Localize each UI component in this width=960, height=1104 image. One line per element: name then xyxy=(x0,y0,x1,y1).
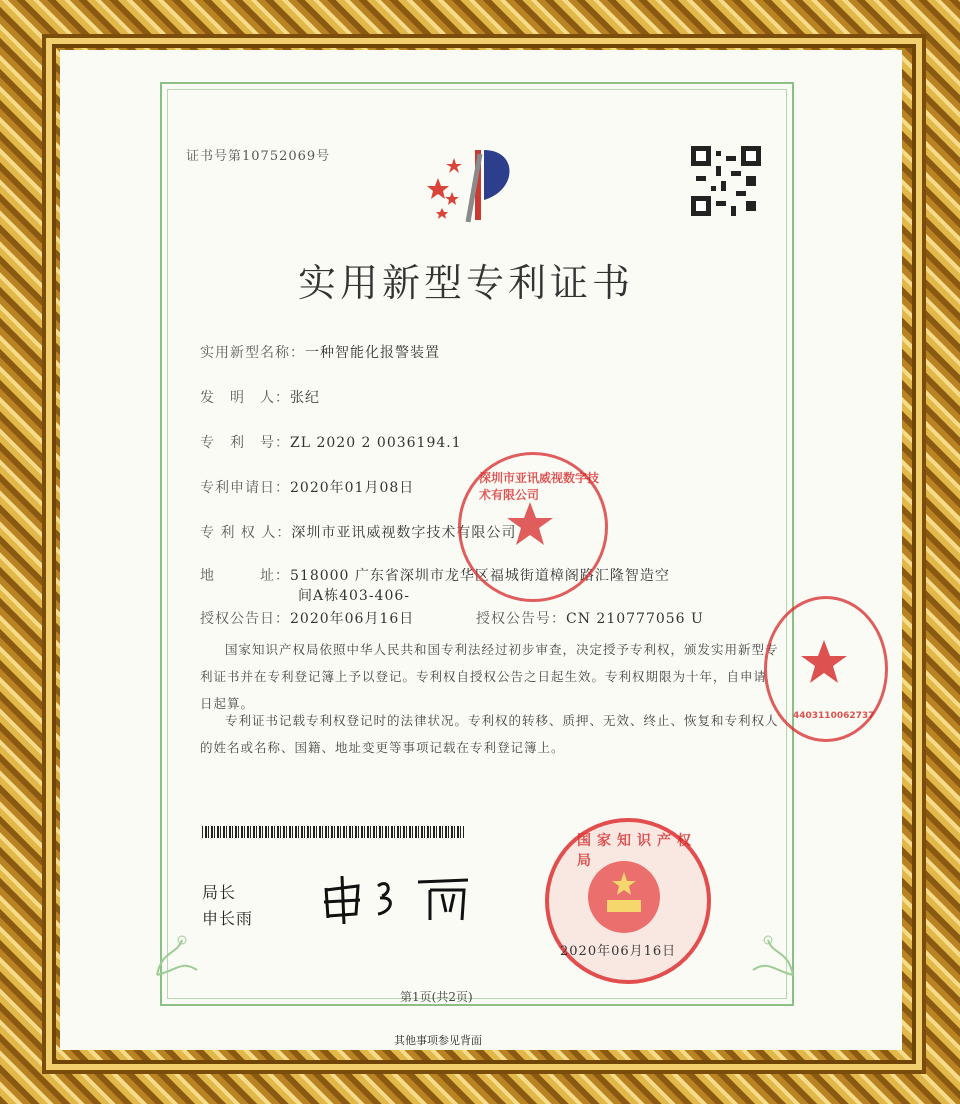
director-title: 局长 xyxy=(202,883,237,902)
issue-date: 2020年06月16日 xyxy=(560,944,677,959)
company-stamp-number: 4403110062737 xyxy=(793,711,875,721)
legal-status-paragraph: 专利证书记载专利权登记时的法律状况。专利权的转移、质押、无效、终止、恢复和专利权人的姓名或名称、国籍、地址变更等事项记载在专利登记簿上。 xyxy=(200,713,779,755)
field-inventor-label: 发 明 人： xyxy=(200,390,290,406)
page-info: 第1页(共2页) xyxy=(400,990,473,1004)
company-stamp-center xyxy=(458,452,608,602)
back-note: 其他事项参见背面 xyxy=(394,1034,482,1047)
qr-code-icon xyxy=(690,146,762,216)
barcode-icon xyxy=(202,826,464,838)
field-inventor xyxy=(200,387,320,407)
field-grant-number-value: CN 210777056 U xyxy=(566,611,704,627)
field-grant-date xyxy=(200,608,414,628)
field-inventor-value: 张纪 xyxy=(290,390,320,406)
director-name: 申长雨 xyxy=(202,909,254,928)
field-patent-number xyxy=(200,432,462,452)
field-address-line1: 518000 广东省深圳市龙华区福城街道樟阁路汇隆智造空 xyxy=(290,568,670,584)
field-filing-date-value: 2020年01月08日 xyxy=(290,480,415,496)
field-patent-holder-value: 深圳市亚讯威视数字技术有限公司 xyxy=(291,525,517,541)
corner-ornament-icon xyxy=(152,920,212,980)
cnipa-logo-icon xyxy=(418,140,528,230)
field-name-label: 实用新型名称： xyxy=(200,345,305,361)
office-seal-text: 国家知识产权局 xyxy=(577,833,697,869)
certificate-title: 实用新型专利证书 xyxy=(298,261,635,305)
company-stamp-edge xyxy=(764,596,888,742)
field-grant-date-label: 授权公告日： xyxy=(200,611,290,627)
grant-statement-paragraph: 国家知识产权局依照中华人民共和国专利法经过初步审查，决定授予专利权，颁发实用新型专利证书并在专利登记簿上予以登记。专利权自授权公告之日起生效。专利权期限为十年，自申请日起算。 xyxy=(200,642,779,711)
field-filing-date-label: 专利申请日： xyxy=(200,480,290,496)
office-seal xyxy=(545,818,711,984)
certificate-number: 证书号第10752069号 xyxy=(186,149,331,164)
field-address-label: 地 址： xyxy=(200,568,290,584)
field-grant-number xyxy=(476,608,704,628)
corner-ornament-icon xyxy=(738,920,798,980)
field-grant-number-label: 授权公告号： xyxy=(476,611,566,627)
field-name xyxy=(200,342,440,362)
field-address-line2: 间A栋403-406- xyxy=(298,588,411,604)
field-patent-holder-label: 专 利 权 人： xyxy=(200,525,292,541)
field-grant-date-value: 2020年06月16日 xyxy=(290,611,415,627)
director-signature-icon xyxy=(318,868,478,928)
field-patent-number-value: ZL 2020 2 0036194.1 xyxy=(290,435,462,451)
company-stamp-text: 深圳市亚讯威视数字技术有限公司 xyxy=(479,471,600,502)
field-filing-date xyxy=(200,477,414,497)
field-name-value: 一种智能化报警装置 xyxy=(305,345,440,361)
field-patent-number-label: 专 利 号： xyxy=(200,435,290,451)
